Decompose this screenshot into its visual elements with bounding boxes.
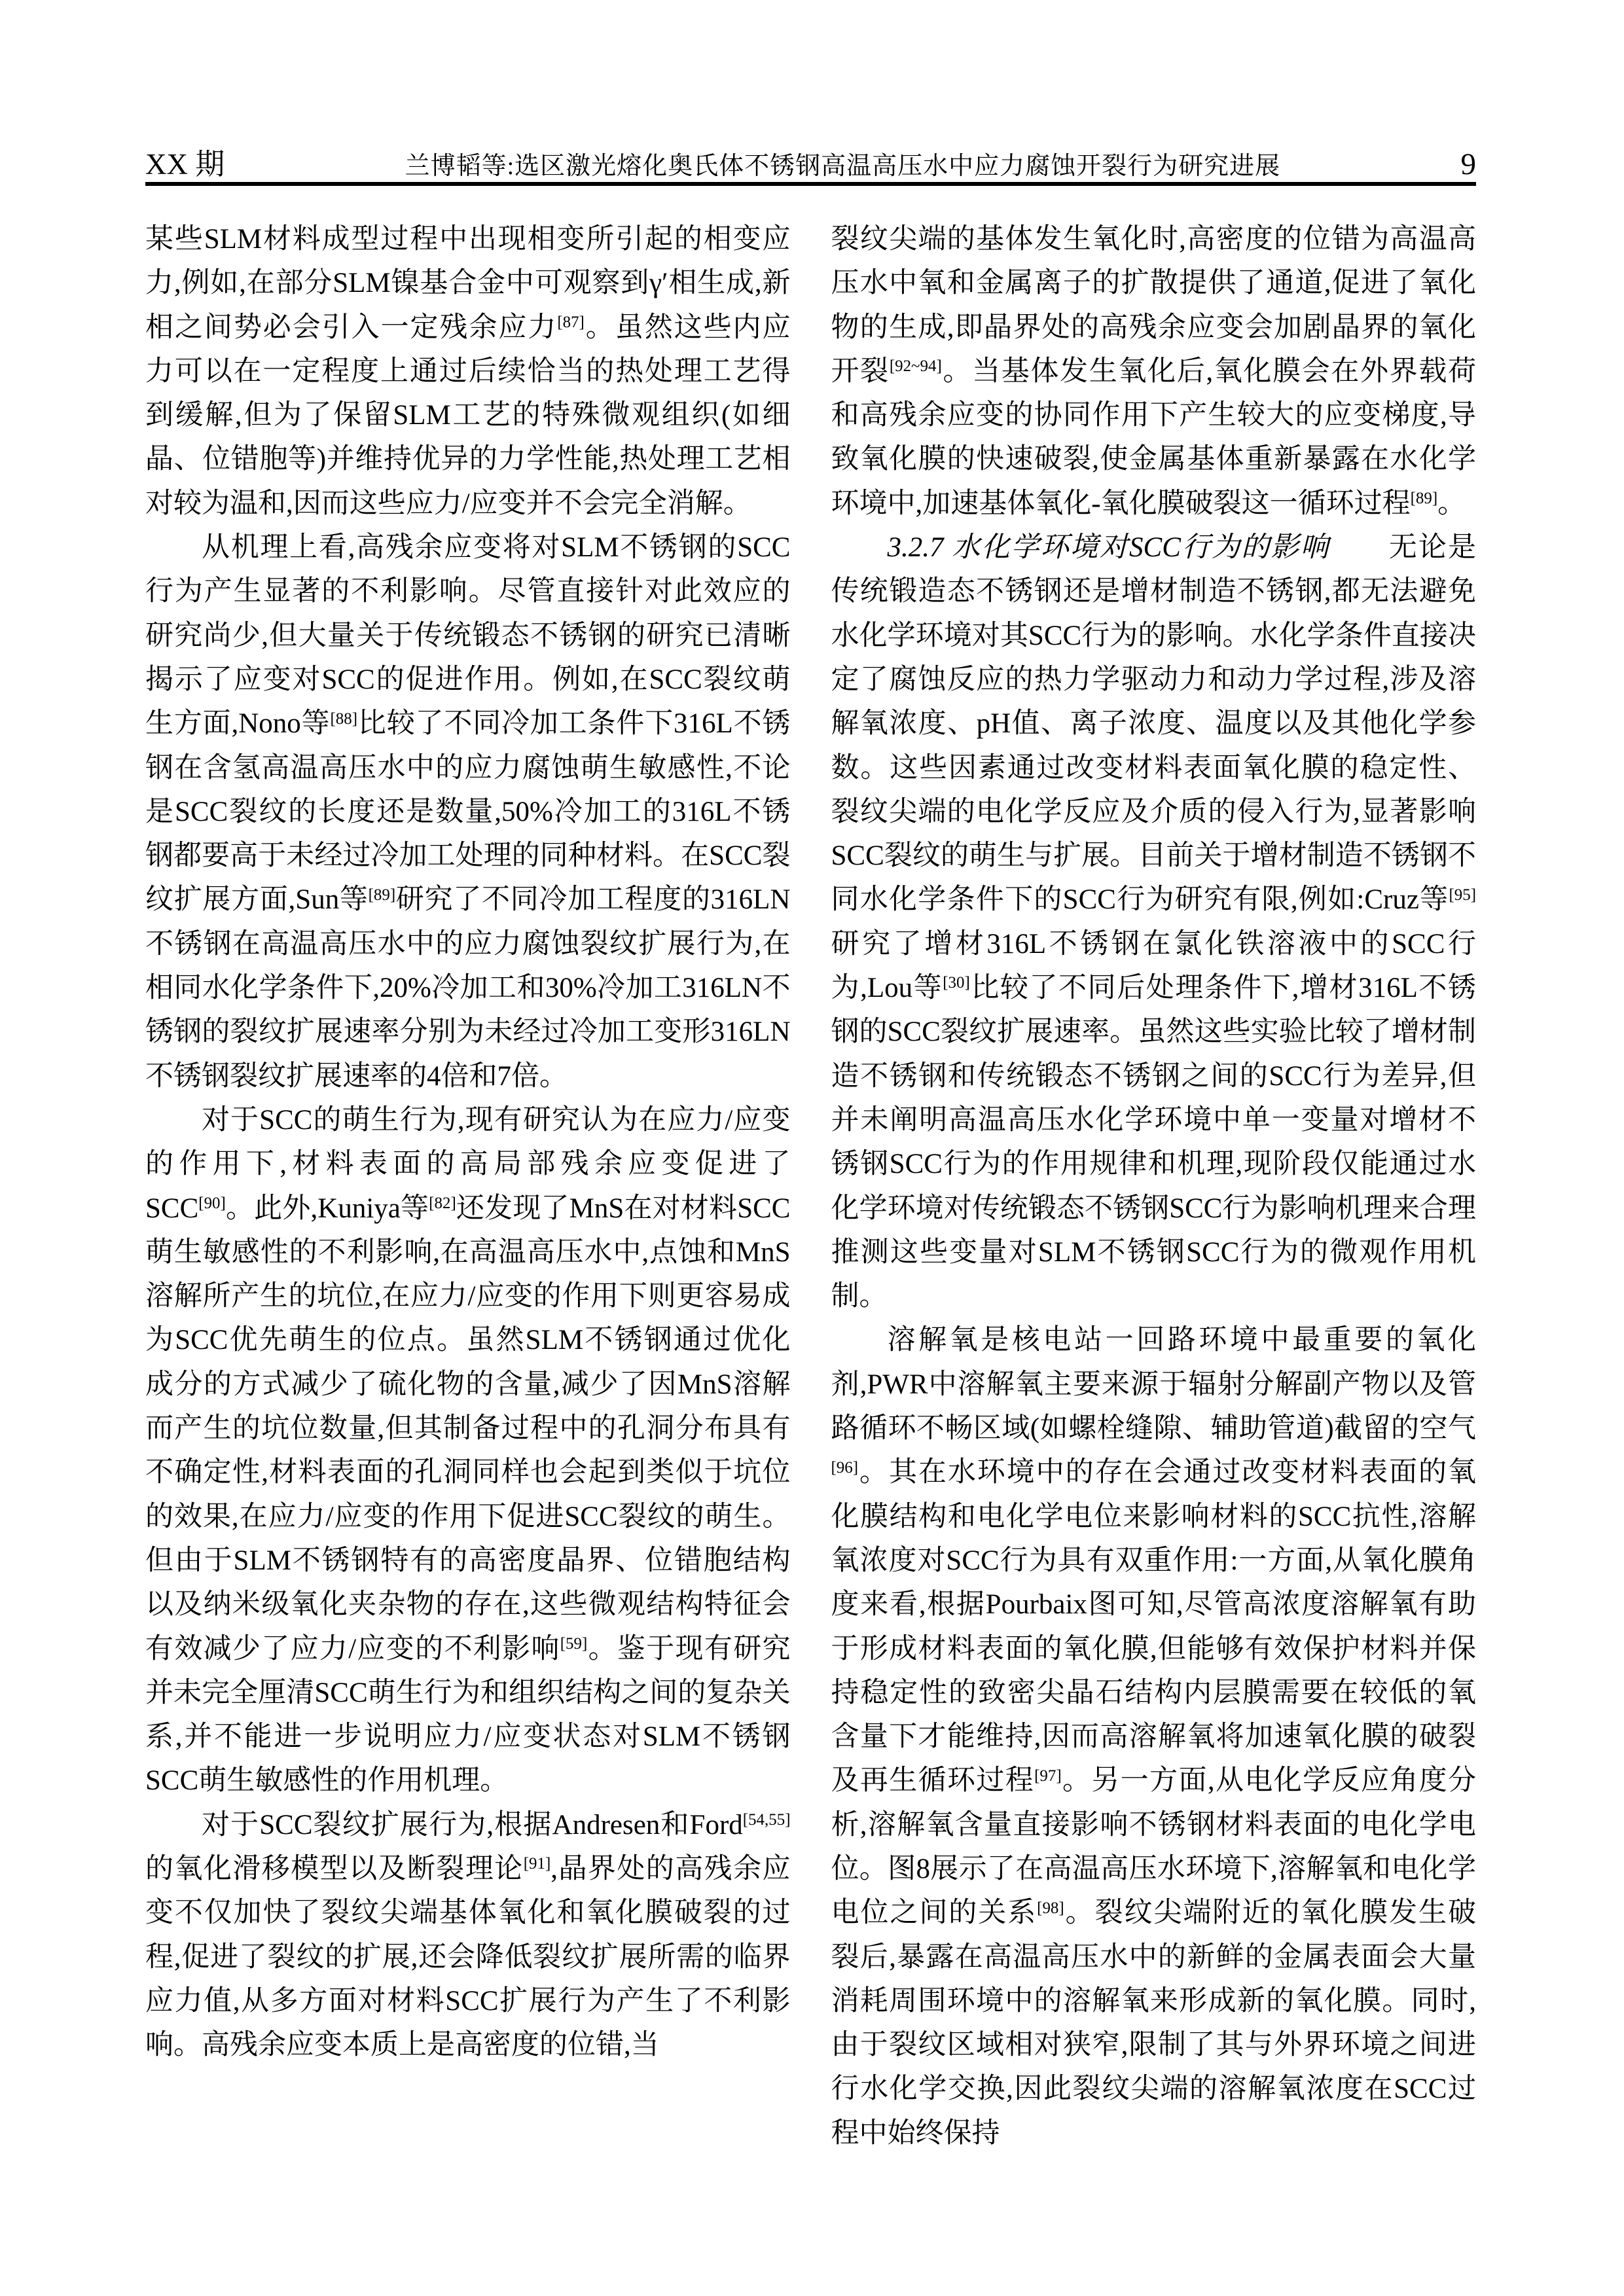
column-left bbox=[145, 217, 791, 2155]
reference-superscript: [98] bbox=[1037, 1899, 1064, 1917]
reference-superscript: [82] bbox=[429, 1194, 456, 1212]
reference-superscript: [90] bbox=[198, 1194, 226, 1212]
paragraph: 对于SCC裂纹扩展行为,根据Andresen和Ford[54,55]的氧化滑移模型以及断裂理论[91],晶界处的高残余应变不仅加快了裂纹尖端基体氧化和氧化膜破裂的过程,促进了裂纹的扩展,还会降低裂纹扩展所需的临界应力值,从多方面对材料SCC扩展行为产生了不利影响。高残余应变本质上是高密度的位错,当 bbox=[145, 1809, 791, 2061]
reference-superscript: [87] bbox=[557, 313, 585, 331]
reference-superscript: [59] bbox=[560, 1634, 588, 1653]
page-number: 9 bbox=[1460, 147, 1476, 181]
reference-superscript: [91] bbox=[523, 1855, 551, 1873]
page-header bbox=[145, 140, 1476, 183]
column-right bbox=[831, 217, 1477, 2155]
paragraph: 裂纹尖端的基体发生氧化时,高密度的位错为高温高压水中氧和金属离子的扩散提供了通道,促进了氧化物的生成,即晶界处的高残余应变会加剧晶界的氧化开裂[92~94]。当基体发生氧化后,氧化膜会在外界载荷和高残余应变的协同作用下产生较大的应变梯度,导致氧化膜的快速破裂,使金属基体重新暴露在水化学环境中,加速基体氧化-氧化膜破裂这一循环过程[89]。 bbox=[831, 224, 1477, 519]
reference-superscript: [97] bbox=[1034, 1767, 1062, 1785]
reference-superscript: [88] bbox=[330, 709, 358, 728]
paragraph: 溶解氧是核电站一回路环境中最重要的氧化剂,PWR中溶解氧主要来源于辐射分解副产物以及管路循环不畅区域(如螺栓缝隙、辅助管道)截留的空气[96]。其在水环境中的存在会通过改变材料表面的氧化膜结构和电化学电位来影响材料的SCC抗性,溶解氧浓度对SCC行为具有双重作用:一方面,从氧化膜角度来看,根据Pourbaix图可知,尽管高浓度溶解氧有助于形成材料表面的氧化膜,但能够有效保护材料并保持稳定性的致密尖晶石结构内层膜需要在较低的氧含量下才能维持,因而高溶解氧将加速氧化膜的破裂及再生循环过程[97]。另一方面,从电化学反应角度分析,溶解氧含量直接影响不锈钢材料表面的电化学电位。图8展示了在高温高压水环境下,溶解氧和电化学电位之间的关系[98]。裂纹尖端附近的氧化膜发生破裂后,暴露在高温高压水中的新鲜的金属表面会大量消耗周围环境中的溶解氧来形成新的氧化膜。同时,由于裂纹区域相对狭窄,限制了其与外界环境之间进行水化学交换,因此裂纹尖端的溶解氧浓度在SCC过程中始终保持 bbox=[831, 1325, 1477, 2149]
reference-superscript: [92~94] bbox=[889, 357, 942, 376]
page-body bbox=[145, 217, 1476, 2155]
reference-superscript: [54,55] bbox=[742, 1810, 791, 1829]
paragraph: 从机理上看,高残余应变将对SLM不锈钢的SCC行为产生显著的不利影响。尽管直接针对此效应的研究尚少,但大量关于传统锻态不锈钢的研究已清晰揭示了应变对SCC的促进作用。例如,在SCC裂纹萌生方面,Nono等[88]比较了不同冷加工条件下316L不锈钢在含氢高温高压水中的应力腐蚀萌生敏感性,不论是SCC裂纹的长度还是数量,50%冷加工的316L不锈钢都要高于未经过冷加工处理的同种材料。在SCC裂纹扩展方面,Sun等[89]研究了不同冷加工程度的316LN不锈钢在高温高压水中的应力腐蚀裂纹扩展行为,在相同水化学条件下,20%冷加工和30%冷加工316LN不锈钢的裂纹扩展速率分别为未经过冷加工变形316LN不锈钢裂纹扩展速率的4倍和7倍。 bbox=[145, 532, 791, 1092]
paragraph: 3.2.7 水化学环境对SCC行为的影响 无论是传统锻造态不锈钢还是增材制造不锈钢,都无法避免水化学环境对其SCC行为的影响。水化学条件直接决定了腐蚀反应的热力学驱动力和动力学过程,涉及溶解氧浓度、pH值、离子浓度、温度以及其他化学参数。这些因素通过改变材料表面氧化膜的稳定性、裂纹尖端的电化学反应及介质的侵入行为,显著影响SCC裂纹的萌生与扩展。目前关于增材制造不锈钢不同水化学条件下的SCC行为研究有限,例如:Cruz等[95]研究了增材316L不锈钢在氯化铁溶液中的SCC行为,Lou等[30]比较了不同后处理条件下,增材316L不锈钢的SCC裂纹扩展速率。虽然这些实验比较了增材制造不锈钢和传统锻态不锈钢之间的SCC行为差异,但并未阐明高温高压水化学环境中单一变量对增材不锈钢SCC行为的作用规律和机理,现阶段仅能通过水化学环境对传统锻态不锈钢SCC行为影响机理来合理推测这些变量对SLM不锈钢SCC行为的微观作用机制。 bbox=[831, 532, 1476, 1312]
reference-superscript: [95] bbox=[1449, 886, 1476, 904]
reference-superscript: [96] bbox=[831, 1458, 859, 1477]
reference-superscript: [89] bbox=[368, 886, 396, 904]
reference-superscript: [89] bbox=[1410, 490, 1438, 508]
header-rule bbox=[145, 182, 1476, 186]
section-heading: 3.2.7 水化学环境对SCC行为的影响 bbox=[887, 532, 1330, 564]
running-title: 兰博韬等:选区激光熔化奥氏体不锈钢高温高压水中应力腐蚀开裂行为研究进展 bbox=[405, 152, 1281, 180]
reference-superscript: [30] bbox=[943, 974, 970, 992]
paragraph: 对于SCC的萌生行为,现有研究认为在应力/应变的作用下,材料表面的高局部残余应变促进了SCC[90]。此外,Kuniya等[82]还发现了MnS在对材料SCC萌生敏感性的不利影响,在高温高压水中,点蚀和MnS溶解所产生的坑位,在应力/应变的作用下则更容易成为SCC优先萌生的位点。虽然SLM不锈钢通过优化成分的方式减少了硫化物的含量,减少了因MnS溶解而产生的坑位数量,但其制备过程中的孔洞分布具有不确定性,材料表面的孔洞同样也会起到类似于坑位的效果,在应力/应变的作用下促进SCC裂纹的萌生。但由于SLM不锈钢特有的高密度晶界、位错胞结构以及纳米级氧化夹杂物的存在,这些微观结构特征会有效减少了应力/应变的不利影响[59]。鉴于现有研究并未完全厘清SCC萌生行为和组织结构之间的复杂关系,并不能进一步说明应力/应变状态对SLM不锈钢SCC萌生敏感性的作用机理。 bbox=[145, 1104, 791, 1797]
journal-issue: XX 期 bbox=[145, 148, 225, 181]
paragraph: 某些SLM材料成型过程中出现相变所引起的相变应力,例如,在部分SLM镍基合金中可观察到γ′相生成,新相之间势必会引入一定残余应力[87]。虽然这些内应力可以在一定程度上通过后续恰当的热处理工艺得到缓解,但为了保留SLM工艺的特殊微观组织(如细晶、位错胞等)并维持优异的力学性能,热处理工艺相对较为温和,因而这些应力/应变并不会完全消解。 bbox=[145, 224, 791, 519]
